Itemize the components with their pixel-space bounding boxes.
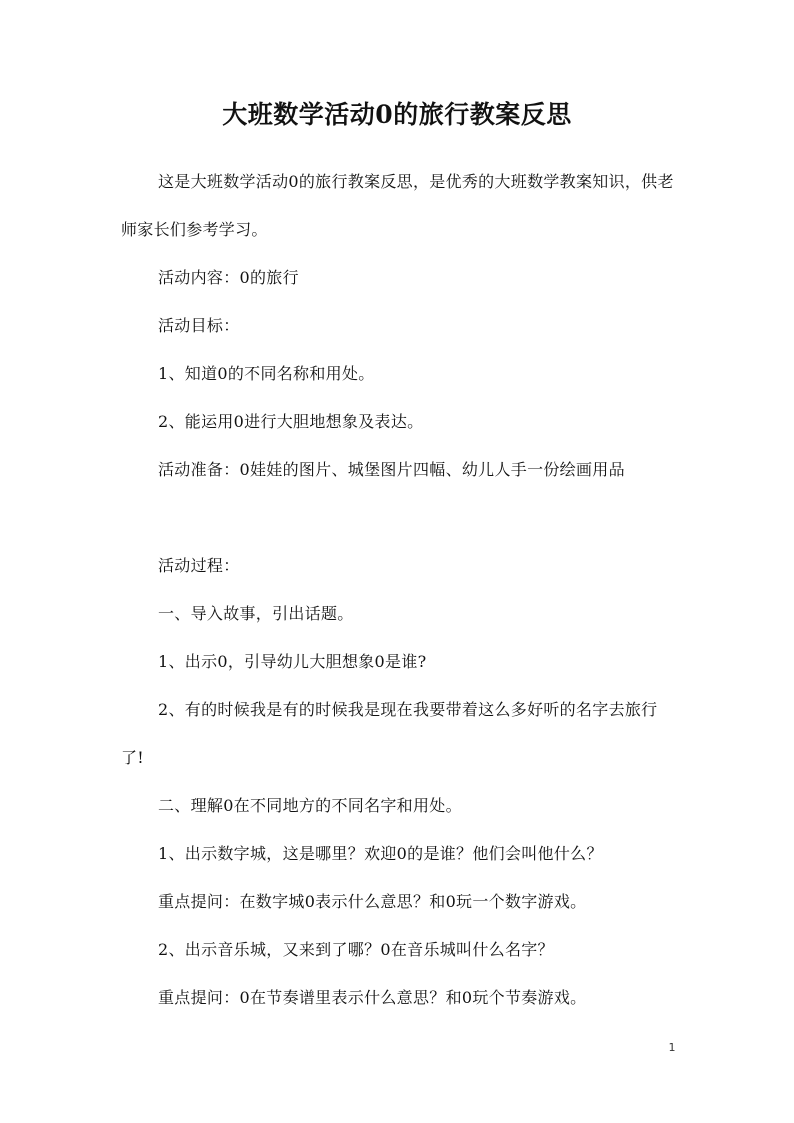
goal-item-1: 1、知道0的不同名称和用处。: [158, 364, 375, 383]
activity-process-heading: 活动过程：: [158, 556, 240, 575]
key-question-2: 重点提问：0在节奏谱里表示什么意思？和0玩个节奏游戏。: [158, 988, 587, 1007]
step-2-1: 1、出示数字城，这是哪里？欢迎0的是谁？他们会叫他什么？: [158, 844, 603, 863]
page-number: 1: [668, 1041, 676, 1054]
activity-content: 活动内容：0的旅行: [158, 268, 299, 287]
document-title: 大班数学活动0的旅行教案反思: [222, 100, 572, 129]
step-2-2: 2、出示音乐城，又来到了哪？0在音乐城叫什么名字？: [158, 940, 554, 959]
activity-preparation: 活动准备：0娃娃的图片、城堡图片四幅、幼儿人手一份绘画用品: [158, 460, 625, 479]
key-question-1: 重点提问：在数字城0表示什么意思？和0玩一个数字游戏。: [158, 892, 587, 911]
step-1-1: 1、出示0，引导幼儿大胆想象0是谁?: [158, 652, 427, 671]
section-two-heading: 二、理解0在不同地方的不同名字和用处。: [158, 796, 462, 815]
section-one-heading: 一、导入故事，引出话题。: [158, 604, 354, 623]
intro-paragraph: 这是大班数学活动0的旅行教案反思，是优秀的大班数学教案知识，供老师家长们参考学习。: [121, 172, 674, 239]
goal-item-2: 2、能运用0进行大胆地想象及表达。: [158, 412, 424, 431]
step-1-2: 2、有的时候我是有的时候我是现在我要带着这么多好听的名字去旅行了!: [121, 700, 658, 767]
activity-goals-heading: 活动目标：: [158, 316, 240, 335]
